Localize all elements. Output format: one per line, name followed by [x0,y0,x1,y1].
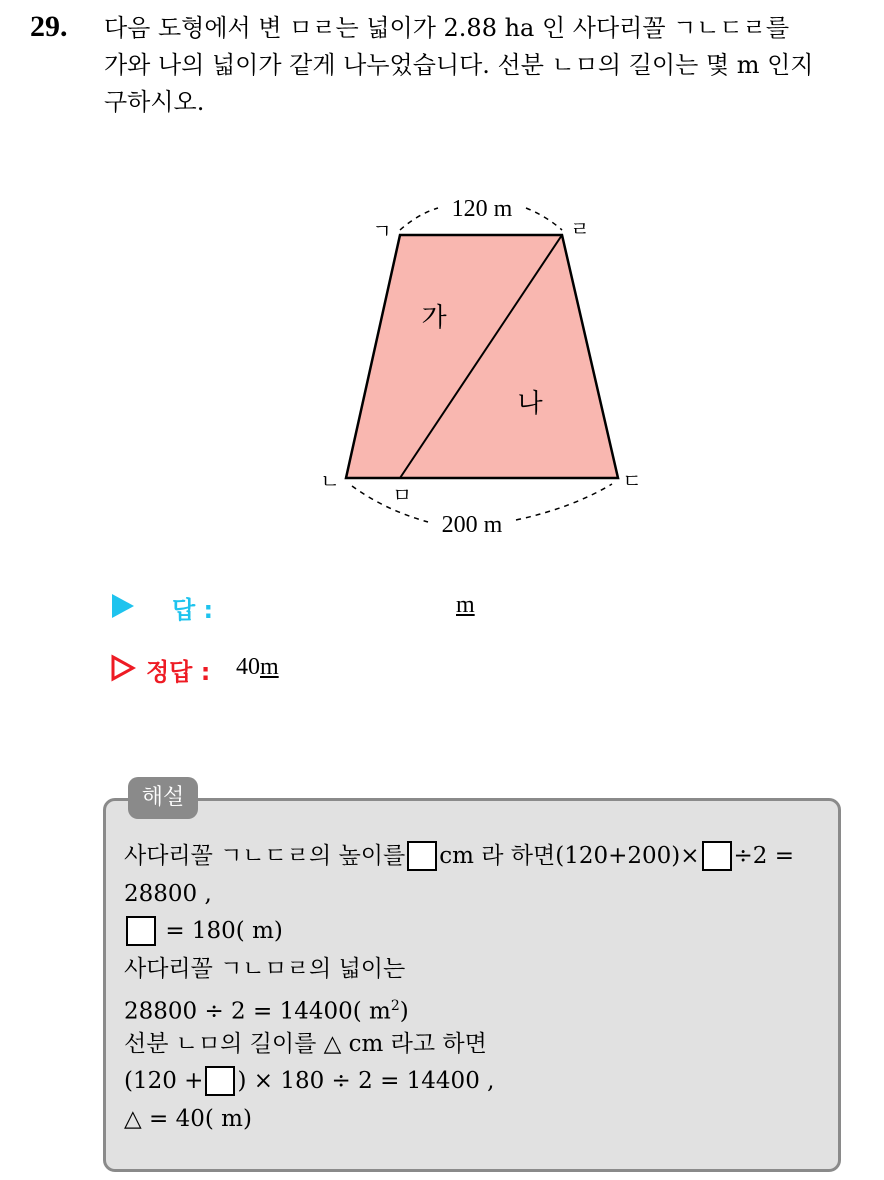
solution-line-part: ) [399,998,409,1025]
correct-answer-unit: m [260,654,279,680]
solution-tab: 해설 [128,777,198,819]
vertex-label-d: ㄷ [622,469,642,493]
blank-box [702,841,732,871]
solution-line [124,913,834,951]
vertex-label-m: ㅁ [392,483,412,507]
vertex-label-g: ㄱ [372,219,392,243]
top-length-label: 120 m [451,196,513,222]
solution-line-part: ÷2 = [733,843,795,869]
solution-line [124,988,834,1026]
question-line: 구하시오. [104,88,205,116]
solution-line [124,838,834,876]
solution-line-part: cm 라 하면(120+200)× [439,843,700,869]
question-line: 다음 도형에서 변 ㅁㄹ는 넓이가 2.88 ha 인 사다리꼴 ㄱㄴㄷㄹ를 [104,14,790,42]
vertex-label-n: ㄴ [320,469,340,493]
solution-line-part: 사다리꼴 ㄱㄴㄷㄹ의 높이를 [124,843,406,869]
bottom-dim-arc-left [352,486,428,522]
solution-line: △ = 40( m) [124,1105,252,1132]
top-dim-arc-right [526,208,562,230]
solution-text [124,838,834,1138]
solution-line-part: (120 + [124,1068,204,1094]
solution-line-part: 28800 ÷ 2 = 14400( m [124,998,391,1025]
region-label-na: 나 [517,389,543,419]
answer-unit: m [456,592,475,618]
trapezoid-figure [300,180,680,550]
solution-line-part: = 180( m) [165,918,283,944]
outline-arrow-icon [110,654,136,682]
answer-label: 답 : [172,596,214,624]
solution-line: 선분 ㄴㅁ의 길이를 △ cm 라고 하면 [124,1030,487,1057]
top-dim-arc-left [400,208,438,230]
blank-box [205,1066,235,1096]
solution-line [124,1063,834,1101]
question-line: 가와 나의 넓이가 같게 나누었습니다. 선분 ㄴㅁ의 길이는 몇 m 인지 [104,51,814,79]
superscript-exponent: 2 [390,998,400,1014]
correct-answer-label: 정답 : [146,658,211,686]
region-label-ga: 가 [421,303,447,333]
solution-line: 사다리꼴 ㄱㄴㅁㄹ의 넓이는 [124,955,406,982]
question-text [104,10,864,121]
blank-box [407,841,437,871]
trapezoid-svg [300,180,680,550]
blank-box [126,916,156,946]
vertex-label-r: ㄹ [570,217,590,241]
question-number: 29. [30,10,68,43]
correct-answer-number: 40 [236,654,260,680]
play-arrow-icon [110,592,136,620]
solution-line-part: ) × 180 ÷ 2 = 14400 , [237,1068,495,1094]
bottom-length-label: 200 m [441,512,503,538]
bottom-dim-arc-right [516,484,612,520]
solution-line: 28800 , [124,880,212,907]
correct-answer-value [236,654,279,681]
